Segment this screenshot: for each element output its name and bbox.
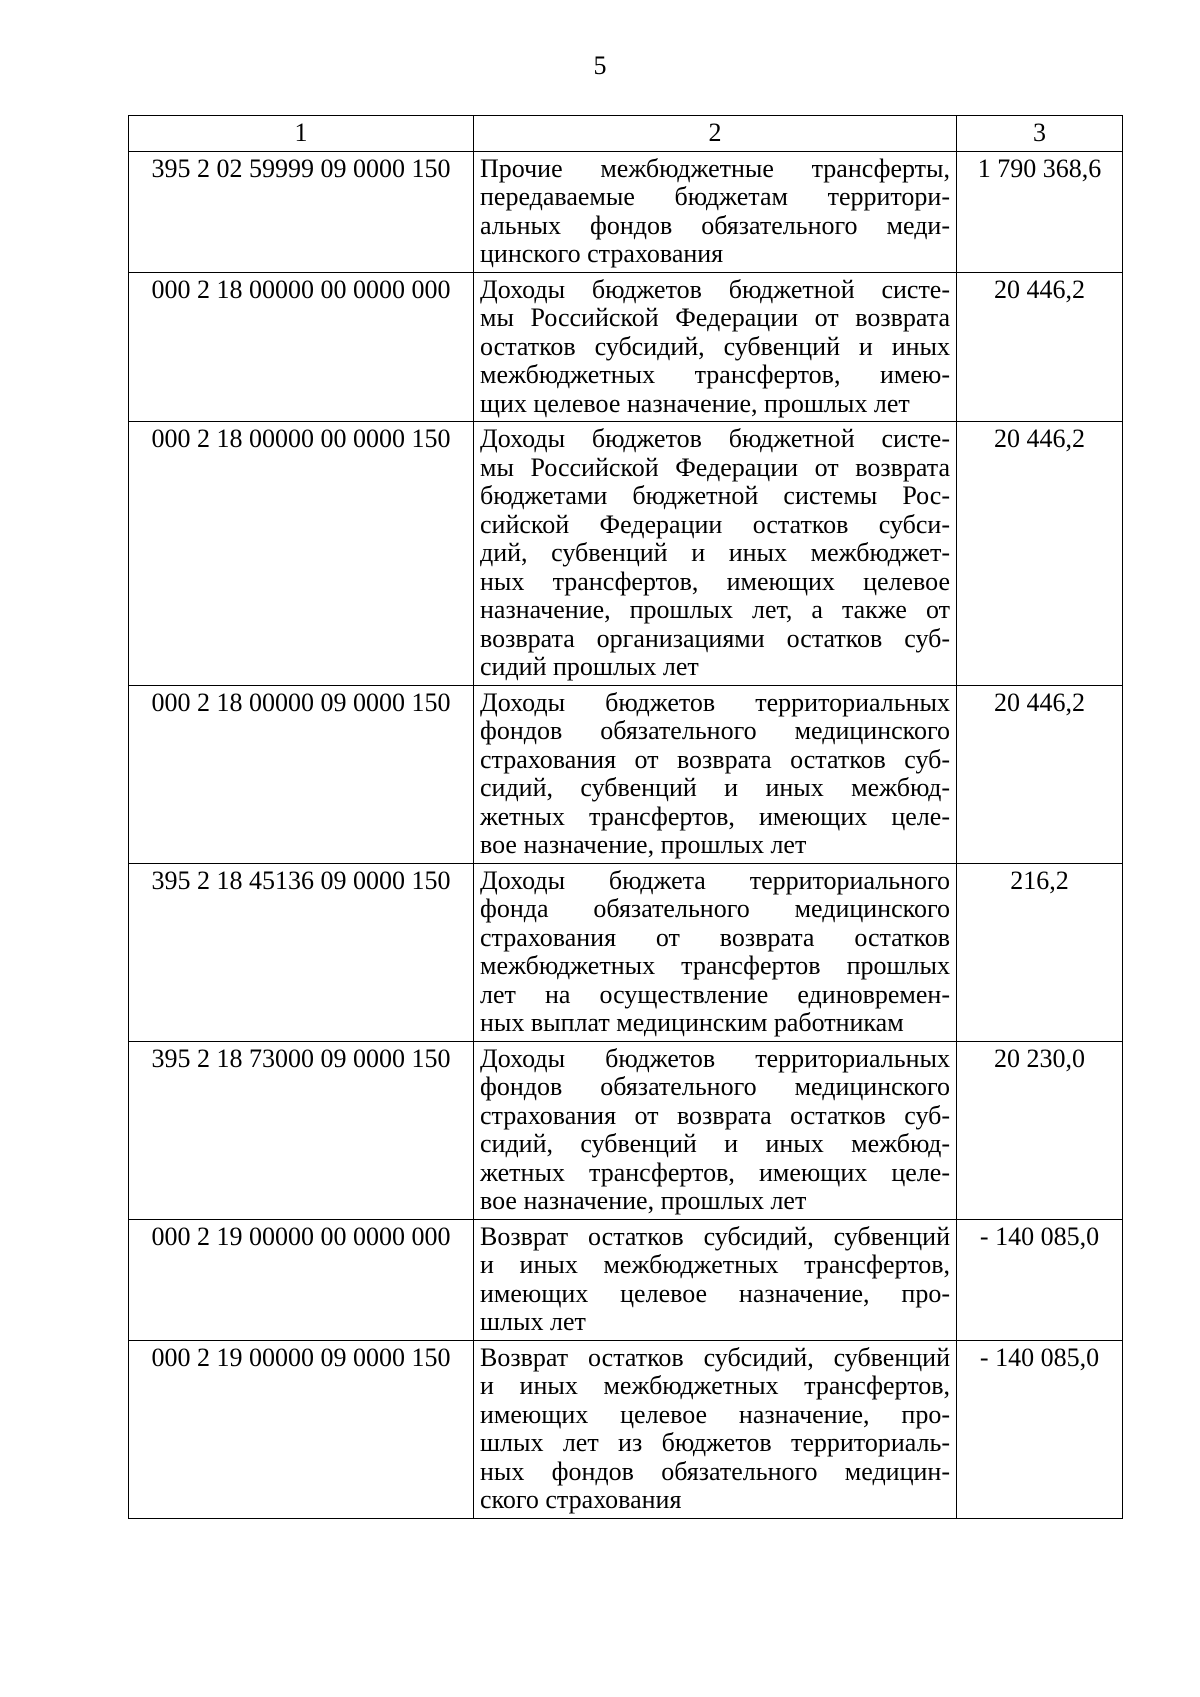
budget-code-cell: 000 2 18 00000 00 0000 000 [129,272,474,422]
table-row [129,1219,1123,1340]
table-row [129,272,1123,422]
budget-code-cell: 000 2 19 00000 09 0000 150 [129,1340,474,1518]
description-line: бюджетами бюджетной системы Рос- [480,481,950,510]
budget-code-cell: 000 2 19 00000 00 0000 000 [129,1219,474,1340]
description-line: назначение, прошлых лет, а также от [480,595,950,624]
table-row [129,1340,1123,1518]
page-number: 5 [593,51,607,80]
description-line: ных фондов обязательного медицин- [480,1456,950,1486]
amount-cell: 1 790 368,6 [957,151,1123,272]
column-header-code: 1 [129,116,474,152]
description-line: фондов обязательного медицинского [480,716,950,745]
amount-cell: 216,2 [957,863,1123,1041]
description-line: фондов обязательного медицинского [480,1072,950,1101]
description-line: остатков субсидий, субвенций и иных [480,331,950,361]
amount-cell: 20 446,2 [957,422,1123,686]
table-row [129,863,1123,1041]
description-line: ных выплат медицинским работникам [480,1008,904,1037]
description-cell [474,272,957,422]
budget-code-cell: 395 2 18 73000 09 0000 150 [129,1041,474,1219]
description-line: ных трансфертов, имеющих целевое [480,566,950,596]
column-header-amount: 3 [957,116,1123,152]
budget-code-cell: 395 2 02 59999 09 0000 150 [129,151,474,272]
description-line: имеющих целевое назначение, про- [480,1399,950,1429]
description-line: щих целевое назначение, прошлых лет [480,388,910,418]
description-line: сийской Федерации остатков субси- [480,509,950,539]
table-row [129,151,1123,272]
column-header-description: 2 [474,116,957,152]
table-header-row [129,116,1123,152]
description-line: шлых лет из бюджетов территориаль- [480,1428,950,1457]
description-cell [474,151,957,272]
description-line: цинского страхования [480,239,724,268]
amount-cell: 20 446,2 [957,685,1123,863]
budget-code-cell: 000 2 18 00000 00 0000 150 [129,422,474,686]
description-line: дий, субвенций и иных межбюджет- [480,538,950,567]
description-line: сидий прошлых лет [480,652,699,681]
description-line: жетных трансфертов, имеющих целе- [480,801,950,831]
description-line: вое назначение, прошлых лет [480,830,807,859]
description-line: Доходы бюджетов территориальных [480,687,950,717]
description-line: ского страхования [480,1485,682,1514]
description-line: Доходы бюджетов территориальных [480,1043,950,1073]
description-line: Доходы бюджетов бюджетной систе- [480,424,950,453]
description-line: Возврат остатков субсидий, субвенций [480,1221,950,1251]
description-cell [474,685,957,863]
amount-cell: 20 230,0 [957,1041,1123,1219]
table-body [129,151,1123,1518]
description-cell [474,863,957,1041]
description-cell [474,422,957,686]
description-line: межбюджетных трансфертов, имею- [480,360,950,389]
description-cell [474,1041,957,1219]
description-line: передаваемые бюджетам территори- [480,182,950,211]
table-row [129,685,1123,863]
description-line: возврата организациями остатков суб- [480,623,950,653]
description-line: и иных межбюджетных трансфертов, [480,1371,950,1400]
table-row [129,1041,1123,1219]
amount-cell: 20 446,2 [957,272,1123,422]
description-line: межбюджетных трансфертов прошлых [480,951,950,980]
description-line: страхования от возврата остатков суб- [480,1100,950,1130]
description-line: и иных межбюджетных трансфертов, [480,1250,950,1279]
description-line: мы Российской Федерации от возврата [480,452,950,482]
description-line: Прочие межбюджетные трансферты, [480,153,950,183]
description-line: страхования от возврата остатков суб- [480,744,950,774]
description-line: лет на осуществление единовремен- [480,979,950,1009]
description-line: Доходы бюджета территориального [480,865,950,895]
table-row [129,422,1123,686]
description-line: шлых лет [480,1307,586,1336]
description-line: имеющих целевое назначение, про- [480,1278,950,1308]
description-line: сидий, субвенций и иных межбюд- [480,773,950,802]
amount-cell: - 140 085,0 [957,1340,1123,1518]
amount-cell: - 140 085,0 [957,1219,1123,1340]
description-line: Возврат остатков субсидий, субвенций [480,1342,950,1372]
description-cell [474,1340,957,1518]
description-line: альных фондов обязательного меди- [480,210,950,240]
budget-code-cell: 000 2 18 00000 09 0000 150 [129,685,474,863]
description-line: страхования от возврата остатков [480,922,950,952]
description-line: сидий, субвенций и иных межбюд- [480,1129,950,1158]
description-line: мы Российской Федерации от возврата [480,303,950,332]
description-line: Доходы бюджетов бюджетной систе- [480,274,950,304]
description-line: вое назначение, прошлых лет [480,1186,807,1215]
budget-table [128,115,1123,1519]
description-cell [474,1219,957,1340]
description-line: жетных трансфертов, имеющих целе- [480,1157,950,1187]
budget-code-cell: 395 2 18 45136 09 0000 150 [129,863,474,1041]
description-line: фонда обязательного медицинского [480,894,950,923]
